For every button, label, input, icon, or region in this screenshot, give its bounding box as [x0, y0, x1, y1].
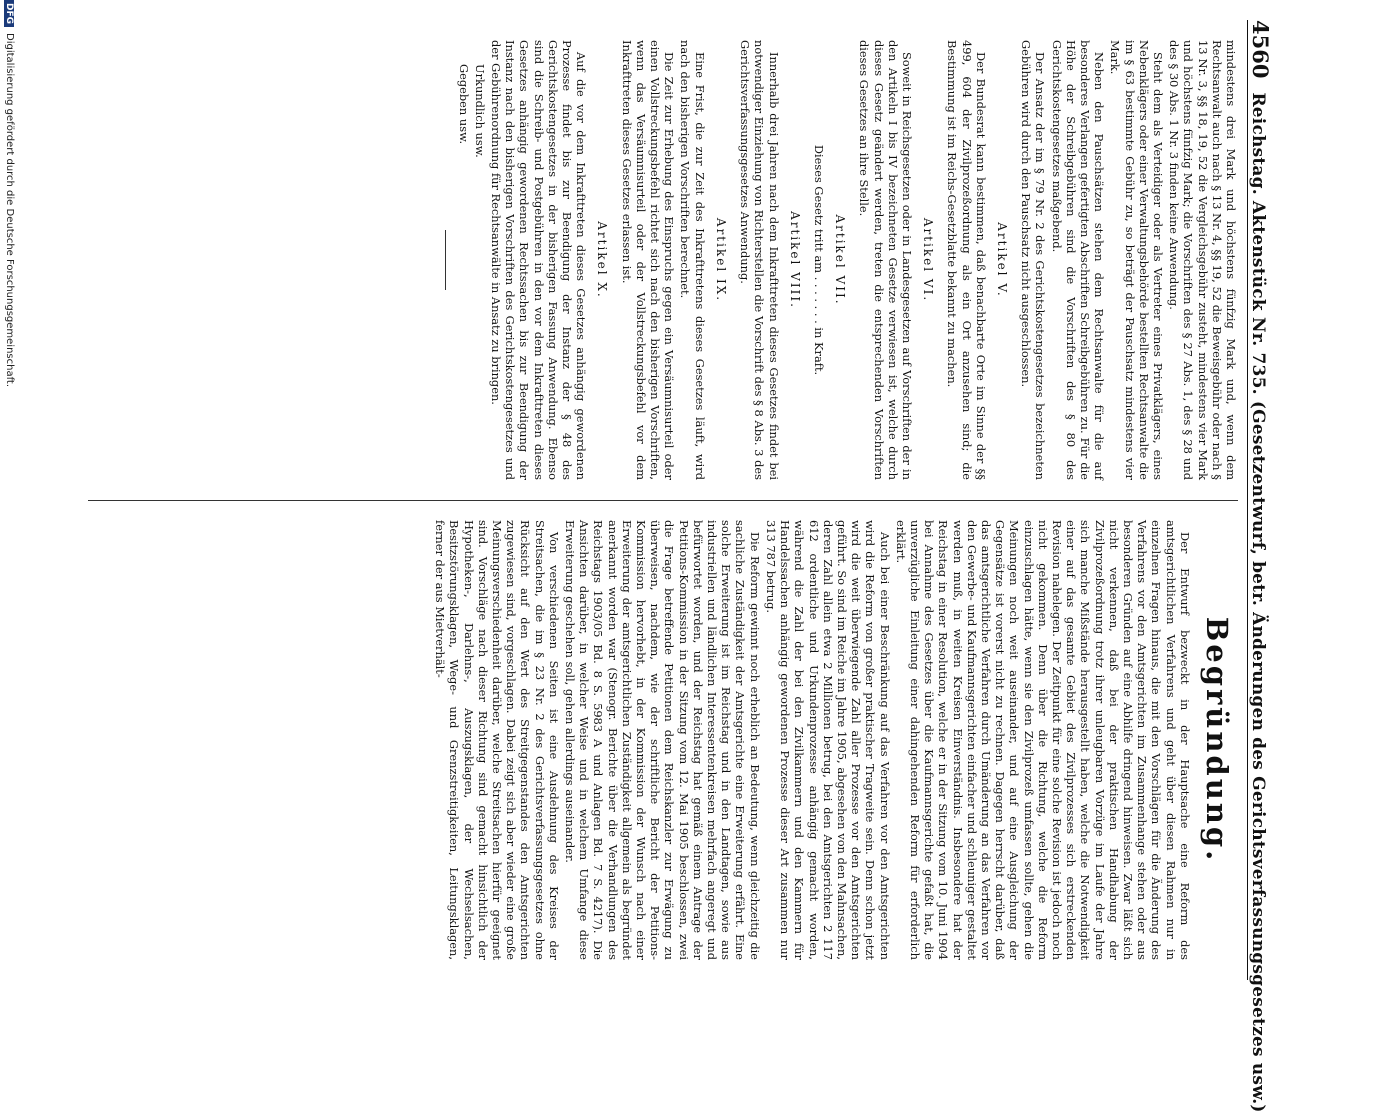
page-number: 4560: [1248, 20, 1273, 79]
closing-formula: Gegeben usw.: [456, 64, 471, 145]
running-title: Reichstag. Aktenstück Nr. 735. (Gesetzentwurf, betr. Änderungen des Gerichtsverfassungsgesetzes usw.): [1248, 92, 1268, 1113]
closing-formula: Urkundlich usw.: [472, 64, 487, 158]
paragraph: Eine Frist, die zur Zeit des Inkrafttretens dieses Gesetzes läuft, wird nach den bisherigen Vorschriften berechnet.: [678, 40, 707, 480]
paragraph: mindestens drei Mark und höchstens fünfzig Mark und, wenn dem Rechtsanwalt auch nach § 13 Nr. 4, §§ 19, 52 die Beweisgebühr oder nach § 13 Nr. 3, §§ 18, 19, 52 die Vergleichsgebühr zusteht, mindestens vier Mark und höchstens fünfzig Mark; die Vorschriften des § 27 Abs. 1, des § 28 und des § 30 Abs. 1 Nr. 3 finden keine Anwendung.: [1167, 40, 1238, 480]
paragraph: Die Reform gewinnt noch erheblich an Bedeutung, wenn gleichzeitig die sachliche Zuständigkeit der Amtsgerichte eine Erweiterung erfährt. Eine solche Erweiterung ist im Reichstag und in den Landtagen, sowie aus industriellen und ländlichen Interessentenkreisen mehrfach angeregt und befürwortet worden, und der Reichstag hat gemäß einem Antrage der Petitions-Kommission in der Sitzung vom 12. Mai 1905 beschlossen, zwei die Frage betreffende Petitionen dem Reichskanzler zur Erwägung zu überweisen, nachdem, wie der schriftliche Bericht der Petitions-Kommission hervorhebt, in der Kommission der Wunsch nach einer Erweiterung der amtsgerichtlichen Zuständigkeit allgemein als begründet anerkannt worden war (Stenogr. Berichte über die Verhandlungen des Reichstags 1903/05 Bd. 8 S. 5983 A und Anlagen Bd. 7 S. 4217). Die Ansichten darüber, in welcher Weise und in welchem Umfange diese Erweiterung geschehen soll, gehen allerdings auseinander.: [563, 520, 762, 960]
dfg-logo: DFG: [4, 0, 14, 27]
digitization-credit: [1, 0, 15, 1000]
paragraph: Neben den Pauschsätzen stehen dem Rechtsanwalte für die auf besonderes Verlangen gefertigten Abschriften Schreibgebühren zu. Für die Höhe der Schreibgebühren sind die Vorschriften des § 80 des Gerichtskostengesetzes maßgebend.: [1049, 40, 1107, 480]
paragraph: Der Bundesrat kann bestimmen, daß benachbarte Orte im Sinne der §§ 499, 604 der Zivilprozeßordnung als ein Ort anzusehen sind; die Bestimmung ist im Reichs-Gesetzblatte bekannt zu machen.: [945, 40, 988, 480]
right-column: [431, 520, 1238, 960]
column-divider: [88, 500, 1238, 501]
paragraph: Soweit in Reichsgesetzen oder in Landesgesetzen auf Vorschriften der in den Artikeln I bis IV bezeichneten Gesetze verwiesen ist, welche durch dieses Gesetz geändert werden, treten die entsprechenden Vorschriften dieses Gesetzes an ihre Stelle.: [857, 40, 914, 480]
article-heading: Artikel VIII.: [787, 211, 802, 309]
paragraph: Der Ansatz der im § 79 Nr. 2 des Gerichtskostengesetzes bezeichneten Gebühren wird durch den Pauschsatz nicht ausgeschlossen.: [1019, 40, 1048, 480]
article-heading: Artikel VI.: [921, 217, 936, 303]
article-heading: Artikel X.: [595, 221, 610, 299]
paragraph: Von verschiedenen Seiten ist eine Ausdehnung des Kreises der Streitsachen, die im § 23 Nr. 2 des Gerichtsverfassungsgesetzes ohne Rücksicht auf den Wert des Streitgegenstandes den Amtsgerichten zugewiesen sind, vorgeschlagen. Dabei zeigt sich aber wieder eine große Meinungsverschiedenheit darüber, welche Streitsachen hierfür geeignet sind. Vorschläge nach dieser Richtung sind gemacht hinsichtlich der Hypotheken-, Darlehns-, Auszugsklagen, der Wechselsachen, Besitzstörungsklagen, Wege- und Grenzstreitigkeiten, Leitungsklagen, ferner der aus Mietverhält-: [433, 520, 561, 960]
paragraph: Auf die vor dem Inkrafttreten dieses Gesetzes anhängig gewordenen Prozesse findet bis zur Beendigung der Instanz der § 48 des Gerichtskostengesetzes in der bisherigen Fassung Anwendung. Ebenso sind die Schreib- und Postgebühren in den vor dem Inkrafttreten dieses Gesetzes anhängig gewordenen Rechtssachen bis zur Beendigung der Instanz nach den bisherigen Vorschriften des Gerichtskostengesetzes und der Gebührenordnung für Rechtsanwälte in Ansatz zu bringen.: [489, 40, 589, 480]
paragraph: Dieses Gesetz tritt am . . . . . . . in Kraft.: [811, 144, 826, 376]
paragraph: Der Entwurf bezweckt in der Hauptsache eine Reform des amtsgerichtlichen Verfahrens und geht über diesen Rahmen nur in einzelnen Fragen hinaus, die mit den Vorschlägen für die Änderung des Verfahrens vor den Amtsgerichten im Zusammenhange stehen oder aus besonderen Gründen auf eine Abhilfe dringend hinweisen. Zwar läßt sich nicht verkennen, daß bei der praktischen Handhabung der Zivilprozeßordnung trotz ihrer unleugbaren Vorzüge im Laufe der Jahre sich manche Mißstände herausgestellt haben, welche die Notwendigkeit einer auf das gesamte Gebiet des Zivilprozesses sich erstreckenden Revision nahelegen. Der Zeitpunkt für eine solche Revision ist jedoch noch nicht gekommen. Denn über die Richtung, welche die Reform einzuschlagen hätte, wenn sie den Zivilprozeß umfassen sollte, gehen die Meinungen noch weit auseinander, und auf eine Ausgleichung der Gegensätze ist vorerst nicht zu rechnen. Dagegen herrscht darüber, daß das amtsgerichtliche Verfahren durch Umänderung an das Verfahren vor den Gewerbe- und Kaufmannsgerichten einfacher und schleuniger gestaltet werden muß, in weiten Kreisen Einverständnis. Insbesondere hat der Reichstag in einer Resolution, welche er in der Sitzung vom 10. Juni 1904 bei Annahme des Gesetzes über die Kaufmannsgerichte gefaßt hat, die unverzügliche Einleitung einer dahingehenden Reform für erforderlich erklärt.: [893, 520, 1192, 960]
paragraph: Die Zeit zur Erhebung des Einspruchs gegen ein Versäumnisurteil oder einen Vollstreckungsbefehl richtet sich nach den bisherigen Vorschriften, wenn das Versäumnisurteil oder der Vollstreckungsbefehl vor dem Inkrafttreten dieses Gesetzes erlassen ist.: [619, 40, 677, 480]
article-heading: Artikel VII.: [833, 214, 848, 306]
section-title: Begründung.: [1200, 616, 1234, 864]
page-header: [1247, 20, 1288, 1113]
end-rule: [445, 230, 446, 290]
paragraph: Auch bei einer Beschränkung auf das Verfahren vor den Amtsgerichten wird die Reform von großer praktischer Tragweite sein. Denn schon jetzt wird die weit überwiegende Zahl aller Prozesse vor den Amtsgerichten geführt. So sind im Reiche im Jahre 1905, abgesehen von den Mahnsachen, deren Zahl allein etwa 2 Millionen betrug, bei den Amtsgerichten 2 117 612 ordentliche und Urkundenprozesse anhängig gemacht worden, während die Zahl der bei den Zivilkammern und den Kammern für Handelssachen anhängig gewordenen Prozesse dieser Art zusammen nur 313 787 betrug.: [763, 520, 892, 960]
left-column: [435, 40, 1238, 480]
paragraph: Steht dem als Verteidiger oder als Vertreter eines Privatklägers, eines Nebenklägers oder einer Verwaltungsbehörde bestellten Rechtsanwalte die im § 63 bestimmte Gebühr zu, so beträgt der Pauschsatz mindestens vier Mark.: [1108, 40, 1165, 480]
paragraph: Innerhalb drei Jahren nach dem Inkrafttreten dieses Gesetzes findet bei notwendiger Einziehung von Richterstellen die Vorschrift des § 8 Abs. 3 des Gerichtsverfassungsgesetzes Anwendung.: [738, 40, 781, 480]
credit-text: Digitalisierung gefördert durch die Deutsche Forschungsgemeinschaft.: [4, 33, 15, 388]
article-heading: Artikel IX.: [713, 217, 728, 303]
article-heading: Artikel V.: [994, 222, 1009, 298]
